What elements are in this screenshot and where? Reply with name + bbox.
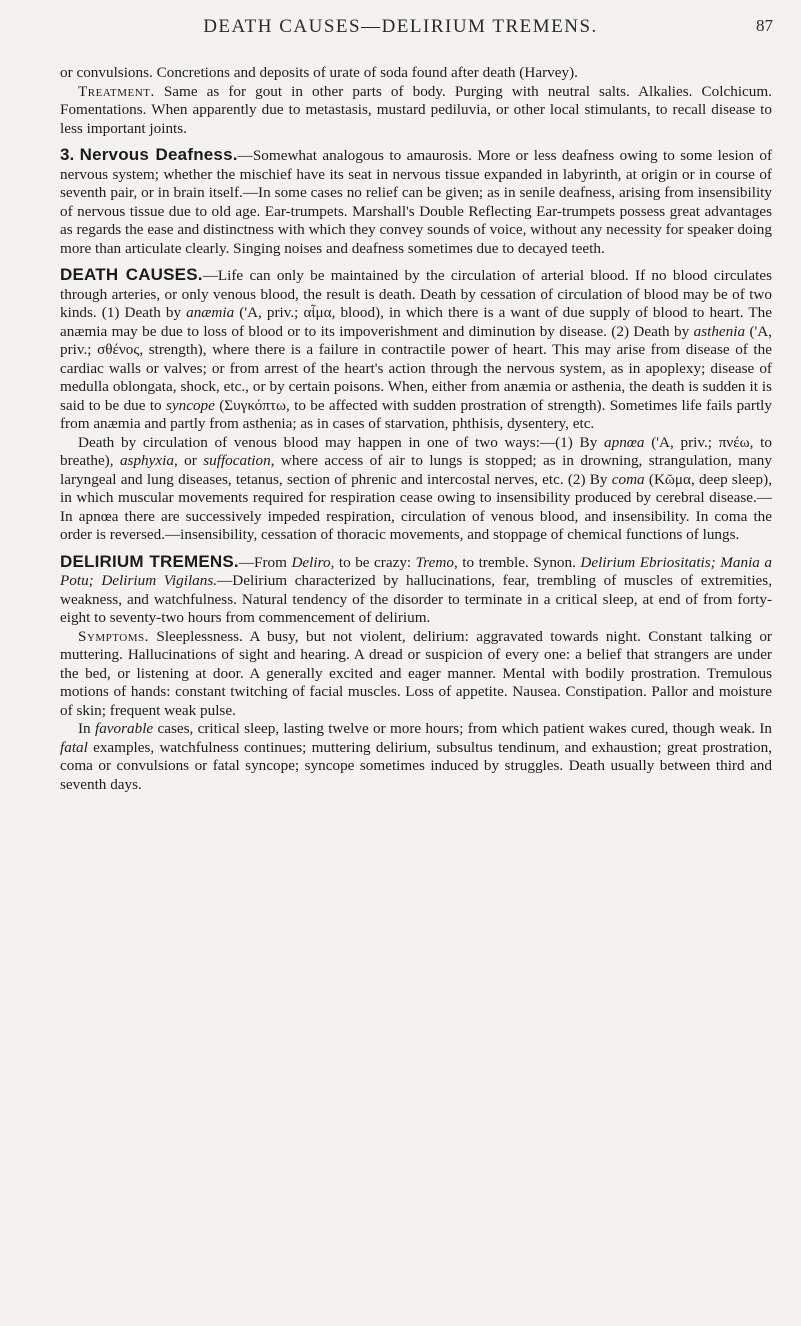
- text-run: In: [78, 720, 95, 737]
- page-body: [60, 64, 772, 794]
- term-anaemia: anæmia: [186, 304, 235, 321]
- term-deliro: Deliro: [291, 553, 331, 571]
- text-run: ('A, priv.; πνέω, to breathe),: [60, 433, 772, 469]
- text-run: (Συγκόπτω, to be affected with sudden prostration of strength). Sometimes life fails partly from anæmia and partly from asthenia; as in cases of starvation, phthisis, dysentery, etc.: [60, 396, 772, 432]
- entry-number: 3.: [60, 145, 75, 164]
- text-run: Sleeplessness. A busy, but not violent, delirium: aggravated towards night. Constant talking or muttering. Hallucinations of sight and hearing. A dread or suspicion of every one: a belief that strangers are under the bed, or listening at door. A generally excited and eager manner. Mental with bodily prostration. Tremulous motions of hands: constant twitching of facial muscles. Loss of appetite. Nausea. Constipation. Pallor and moisture of skin; frequent weak pulse.: [60, 627, 772, 719]
- entry-heading: DEATH CAUSES.: [60, 265, 203, 284]
- paragraph-treatment: [60, 83, 772, 139]
- paragraph-venous-death: [60, 434, 772, 545]
- treatment-text: Same as for gout in other parts of body. Purging with neutral salts. Alkalies. Colchicum. Fomentations. When apparently due to metastasis, mustard pediluvia, or other local stimulants, to recall disease to less important joints.: [60, 82, 772, 137]
- paragraph-continuation: or convulsions. Concretions and deposits of urate of soda found after death (Harvey).: [60, 64, 578, 81]
- term-apnoea: apnœa: [604, 433, 645, 451]
- symptoms-label: Symptoms.: [78, 627, 149, 645]
- text-run: , where access of air to lungs is stopped; as in drowning, strangulation, many laryngeal and lung diseases, tetanus, section of phrenic and intercostal nerves, etc. (2) By: [60, 452, 772, 488]
- term-asthenia: asthenia: [693, 322, 746, 340]
- paragraph-symptoms: [60, 628, 772, 721]
- text-run: , or: [173, 452, 204, 469]
- term-syncope: syncope: [165, 396, 215, 414]
- text-run: , to tremble. Synon.: [453, 553, 581, 571]
- entry-text: —Somewhat analogous to amaurosis. More or less deafness owing to some lesion of nervous system; whether the mischief have its seat in nervous tissue expanded in labyrinth, at origin or in course of seventh pair, or in brain itself.—In some cases no relief can be given; as in senile deafness, arising from insensibility of nervous tissue due to old age. Ear-trumpets. Marshall's Double Reflecting Ear-trumpets possess great advantages as regards the ease and distinctness with which they convey sounds of voice, without any necessity for speaker doing more than articulate clearly. Singing noises and deafness sometimes due to decayed teeth.: [60, 147, 772, 257]
- entry-heading: Nervous Deafness.: [79, 145, 238, 164]
- entry-death-causes: [60, 266, 772, 434]
- text-run: examples, watchfulness continues; muttering delirium, subsultus tendinum, and exhaustion; great prostration, coma or convulsions or fatal syncope; syncope sometimes induced by struggles. Death usually between third and seventh days.: [60, 738, 772, 793]
- text-run: —Life can only be maintained by the circulation of arterial blood. If no blood circulates through arteries, or only venous blood, the result is death. Death by cessation of circulation of blood may be of two kinds. (1) Death by: [60, 267, 772, 321]
- term-suffocation: suffocation: [203, 452, 271, 469]
- term-coma: coma: [611, 470, 645, 488]
- term-asphyxia: asphyxia: [119, 452, 174, 469]
- text-run: ('A, priv.; σθένος, strength), where there is a failure in contractile power of heart. This may arise from disease of the cardiac walls or valves; or from arrest of the heart's action through the nervous system, as in apoplexy; disease of medulla oblongata, shock, etc., or by certain poisons. When, either from anæmia or asthenia, the death is sudden it is said to be due to: [60, 322, 772, 414]
- text-run: , to be crazy:: [330, 553, 416, 571]
- term-favorable: favorable: [94, 720, 154, 737]
- text-run: —From: [238, 553, 292, 571]
- term-tremo: Tremo: [415, 553, 454, 571]
- paragraph-outcome: [60, 720, 772, 794]
- text-run: ('A, priv.; αἷμα, blood), in which there is a want of due supply of blood to heart. The anæmia may be due to loss of blood or to its impoverishment and diminution by disease. (2) Death by: [60, 304, 773, 340]
- term-fatal: fatal: [60, 738, 88, 756]
- page-number: 87: [756, 16, 773, 35]
- entry-delirium-tremens: [60, 553, 772, 628]
- treatment-label: Treatment.: [78, 82, 155, 100]
- running-head-title: DEATH CAUSES—DELIRIUM TREMENS.: [203, 16, 598, 37]
- text-run: —Delirium characterized by hallucinations, fear, trembling of muscles of extremities, weakness, and watchfulness. Natural tendency of the disorder to terminate in a critical sleep, at end of from forty-eight to seventy-two hours from commencement of delirium.: [60, 572, 772, 626]
- running-head: [0, 16, 801, 46]
- text-run: (Κῶμα, deep sleep), in which muscular movements required for respiration cease owing to insensibility produced by cerebral disease.—In apnœa there are successively impeded respiration, circulation of venous blood, and insensibility. In coma the order is reversed.—insensibility, cessation of thoracic movements, and stoppage of chemical functions of lungs.: [60, 470, 772, 543]
- text-run: cases, critical sleep, lasting twelve or more hours; from which patient wakes cured, though weak. In: [153, 720, 773, 737]
- entry-nervous-deafness: [60, 146, 772, 258]
- term-synonyms: Delirium Ebriositatis; Mania a Potu; Delirium Vigilans.: [60, 553, 772, 589]
- text-run: Death by circulation of venous blood may happen in one of two ways:—(1) By: [78, 433, 605, 451]
- entry-heading: DELIRIUM TREMENS.: [60, 551, 239, 571]
